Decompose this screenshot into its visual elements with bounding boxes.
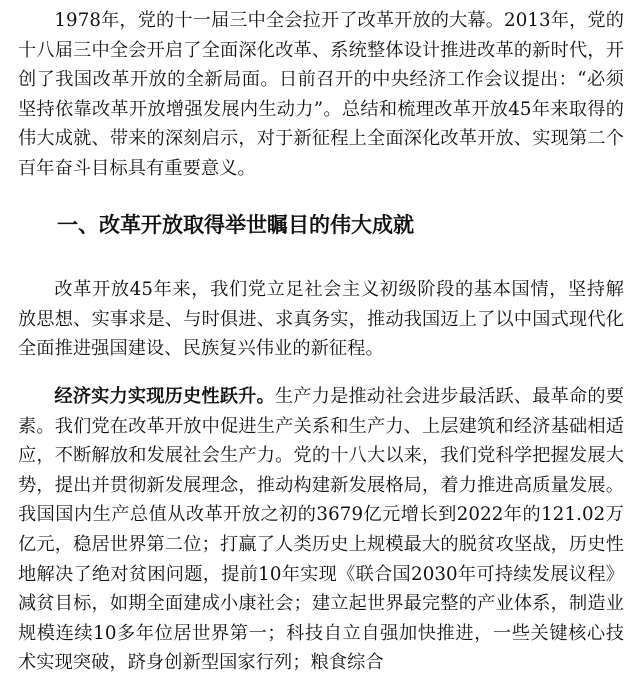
section-heading: 一、改革开放取得举世瞩目的伟大成就 — [57, 213, 414, 237]
intro-paragraph: 1978年，党的十一届三中全会拉开了改革开放的大幕。2013年，党的十八届三中全会开启了全面深化改革、系统整体设计推进改革的新时代，开创了我国改革开放的全新局面。日前召开的中央经济工作会议提出：“必须坚持依靠改革开放增强发展内生动力”。总结和梳理改革开放45年来取得的伟大成就、带来的深刻启示，对于新征程上全面深化改革开放、实现第二个百年奋斗目标具有重要意义。 — [18, 10, 624, 179]
body-paragraph-reform-45-years: 改革开放45年来，我们党立足社会主义初级阶段的基本国情，坚持解放思想、实事求是、与时俱进、求真务实，推动我国迈上了以中国式现代化全面推进强国建设、民族复兴伟业的新征程。 — [18, 279, 624, 360]
paragraph-lead-bold: 经济实力实现历史性跃升。 — [54, 386, 275, 407]
paragraph-body-text: 生产力是推动社会进步最活跃、最革命的要素。我们党在改革开放中促进生产关系和生产力、上层建筑和经济基础相适应，不断解放和发展社会生产力。党的十八大以来，我们党科学把握发展大势，提出并贯彻新发展理念，推动构建新发展格局，着力推进高质量发展。我国国内生产总值从改革开放之初的3679亿元增长到2022年的121.02万亿元，稳居世界第二位；打赢了人类历史上规模最大的脱贫攻坚战，历史性地解决了绝对贫困问题，提前10年实现《联合国2030年可持续发展议程》减贫目标，如期全面建成小康社会；建立起世界最完整的产业体系，制造业规模连续10多年位居世界第一；科技自立自强加快推进，一些关键核心技术实现突破，跻身创新型国家行列；粮食综合 — [18, 386, 624, 674]
body-paragraph-economic-strength — [18, 382, 624, 678]
